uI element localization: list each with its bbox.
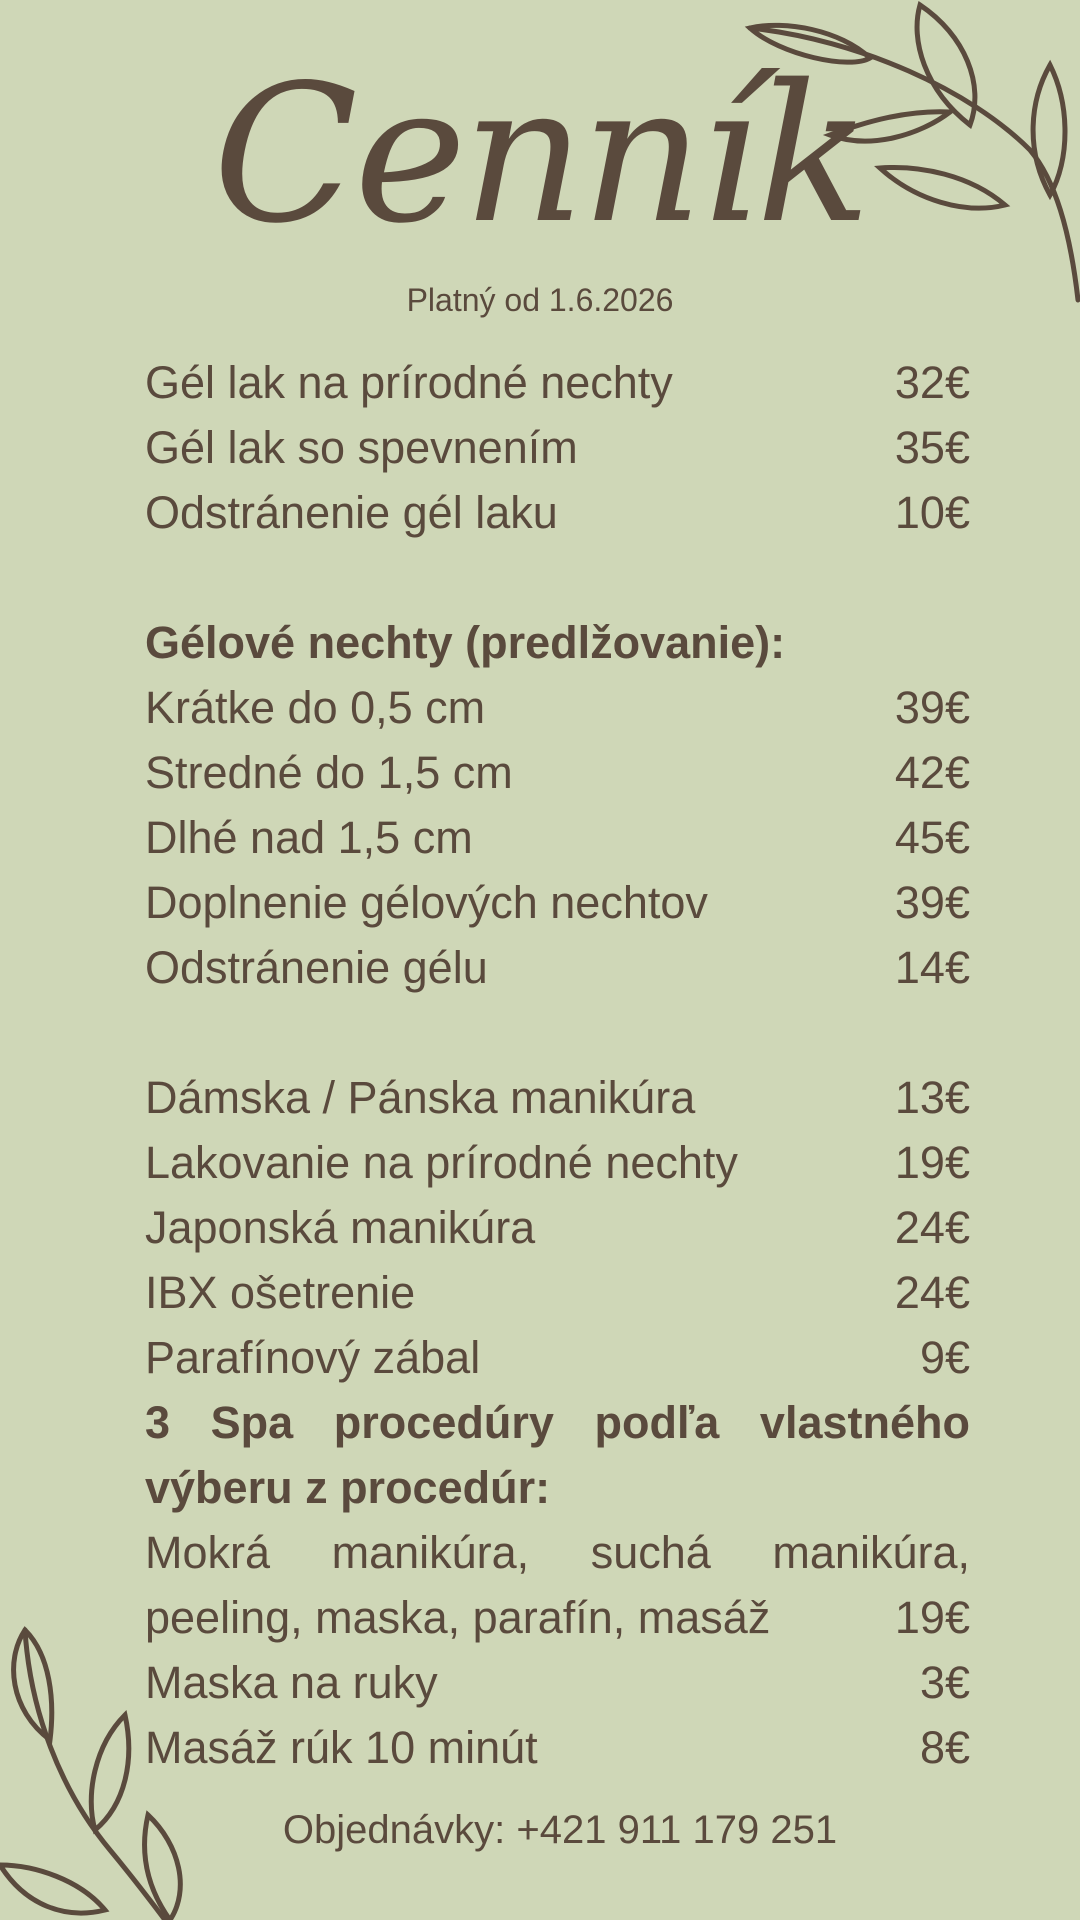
- service-price: 9€: [919, 1332, 970, 1383]
- service-name: IBX ošetrenie: [145, 1267, 416, 1318]
- service-name: Parafínový zábal: [145, 1332, 481, 1383]
- list-item: [145, 350, 970, 415]
- service-name: Dámska / Pánska manikúra: [145, 1072, 696, 1123]
- list-item: [145, 675, 970, 740]
- service-price: 42€: [894, 747, 970, 798]
- service-price: 19€: [894, 1592, 970, 1643]
- service-name: Odstránenie gélu: [145, 942, 488, 993]
- list-item: [145, 870, 970, 935]
- service-price: 8€: [919, 1722, 970, 1773]
- spacer: [145, 545, 970, 610]
- list-item: [145, 740, 970, 805]
- service-price: 13€: [894, 1072, 970, 1123]
- service-name: Lakovanie na prírodné nechty: [145, 1137, 738, 1188]
- page-title: Cenník: [212, 44, 868, 265]
- list-item: [145, 1195, 970, 1260]
- service-price: 24€: [894, 1202, 970, 1253]
- service-price: 35€: [894, 422, 970, 473]
- list-item: [145, 1325, 970, 1390]
- service-price: 19€: [894, 1137, 970, 1188]
- service-price: 32€: [894, 357, 970, 408]
- service-name: Doplnenie gélových nechtov: [145, 877, 708, 928]
- service-price: 39€: [894, 682, 970, 733]
- service-name: Odstránenie gél laku: [145, 487, 558, 538]
- service-name: Dlhé nad 1,5 cm: [145, 812, 473, 863]
- service-price: 10€: [894, 487, 970, 538]
- service-price: 24€: [894, 1267, 970, 1318]
- service-price: 3€: [919, 1657, 970, 1708]
- service-name: Japonská manikúra: [145, 1202, 536, 1253]
- spacer: [145, 1000, 970, 1065]
- list-item: [145, 1650, 970, 1715]
- list-item: [145, 1260, 970, 1325]
- spa-description-line-1: Mokrá manikúra, suchá manikúra,: [145, 1527, 970, 1578]
- spa-heading-line-1: 3 Spa procedúry podľa vlastného: [145, 1397, 970, 1448]
- list-item: [145, 935, 970, 1000]
- service-price: 14€: [894, 942, 970, 993]
- service-name: Stredné do 1,5 cm: [145, 747, 513, 798]
- spa-description-line-2: peeling, maska, parafín, masáž: [145, 1592, 771, 1643]
- price-list: [145, 350, 970, 1780]
- list-item: [145, 1130, 970, 1195]
- list-item: [145, 480, 970, 545]
- list-item: [145, 415, 970, 480]
- service-name: Masáž rúk 10 minút: [145, 1722, 538, 1773]
- service-name: Krátke do 0,5 cm: [145, 682, 486, 733]
- service-name: Maska na ruky: [145, 1657, 438, 1708]
- service-name: Gél lak so spevnením: [145, 422, 578, 473]
- valid-from-subtitle: Platný od 1.6.2026: [406, 282, 674, 318]
- list-item: [145, 1065, 970, 1130]
- list-item: [145, 1715, 970, 1780]
- service-price: 39€: [894, 877, 970, 928]
- spa-heading-line-2: výberu z procedúr:: [145, 1462, 551, 1513]
- list-item: [145, 805, 970, 870]
- service-price: 45€: [894, 812, 970, 863]
- service-name: Gél lak na prírodné nechty: [145, 357, 673, 408]
- list-item: [145, 1585, 970, 1650]
- section-heading-gel-nails: Gélové nechty (predlžovanie):: [145, 617, 786, 668]
- booking-phone: Objednávky: +421 911 179 251: [282, 1808, 838, 1852]
